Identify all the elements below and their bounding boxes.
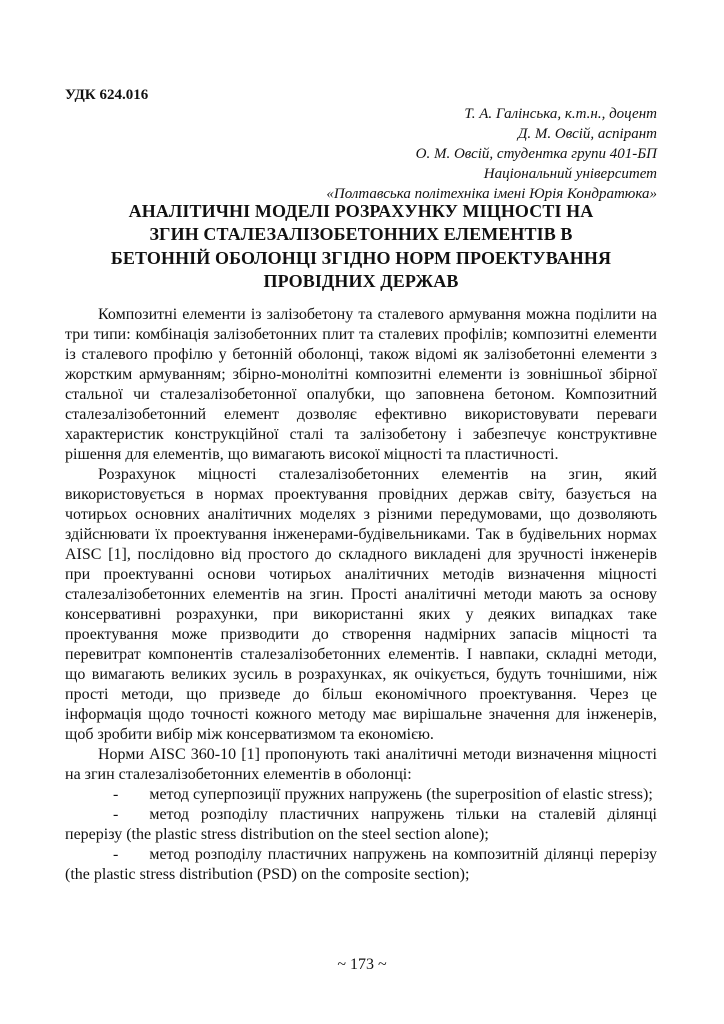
paragraph: Розрахунок міцності сталезалізобетонних елементів на згин, який використовується в нормах проектування провідних держав світу, базується на чотирьох основних аналітичних моделях з різними передумовами, що дозволяють здійснювати їх проектування інженерами-будівельниками. Так в будівельних нормах AISC [1], послідовно від простого до складного викладені для зручності інженерів при проектуванні основи чотирьох аналітичних методів визначення міцності сталезалізобетонних елементів на згин. Прості аналітичні методи мають за основу консервативні розрахунки, при використанні яких у деяких випадках таке проектування може призводити до створення надмірних запасів міцності та перевитрат компонентів сталезалізобетонних елементів. І навпаки, складні методи, що вимагають великих зусиль в розрахунках, як очікується, будуть точнішими, ніж прості методи, що призведе до більш економічного проектування. Через це інформація щодо точності кожного методу має вирішальне значення для інженерів, щоб зробити вибір між консерватизмом та економією. [65, 465, 657, 743]
affiliation-line: Національний університет [483, 166, 657, 182]
paragraph: Норми AISC 360-10 [1] пропонують такі аналітичні методи визначення міцності на згин сталезалізобетонних елементів в оболонці: [65, 745, 657, 783]
udc-code: УДК 624.016 [65, 87, 149, 103]
author-line: О. М. Овсій, студентка групи 401-БП [415, 146, 657, 162]
list-item-text: метод суперпозиції пружних напружень (the superposition of elastic stress); [149, 785, 653, 803]
bullet-dash: - [113, 805, 119, 823]
article-title [65, 200, 657, 294]
list-item [65, 805, 657, 845]
page-content [65, 86, 657, 885]
list-item-text: метод розподілу пластичних напружень тільки на сталевій ділянці перерізу (the plastic stress distribution on the steel section alone); [65, 805, 657, 843]
page-number: ~ 173 ~ [337, 956, 387, 973]
bullet-dash: - [113, 845, 119, 863]
article-title-line: БЕТОННІЙ ОБОЛОНЦІ ЗГІДНО НОРМ ПРОЕКТУВАННЯ [110, 247, 612, 268]
article-body [65, 305, 657, 885]
list-item [65, 785, 657, 805]
author-line: Д. М. Овсій, аспірант [517, 126, 657, 142]
author-block [65, 104, 657, 204]
paragraph: Композитні елементи із залізобетону та сталевого армування можна поділити на три типи: комбінація залізобетонних плит та сталевих профілів; композитні елементи із сталевого профілю у бетонній оболонці, також відомі як залізобетонні елементи з жорстким армуванням; збірно-монолітні композитні елементи із зовнішньої збірної стальної чи сталезалізобетонної опалубки, що заповнена бетоном. Композитний сталезалізобетонний елемент дозволяє ефективно використовувати переваги характеристик конструкційної сталі та залізобетону і забезпечує конструктивне рішення для елементів, що вимагають високої міцності та пластичності. [65, 305, 657, 463]
bullet-dash: - [113, 785, 119, 803]
article-title-line: ПРОВІДНИХ ДЕРЖАВ [263, 271, 459, 292]
affiliation-line: «Полтавська політехніка імені Юрія Кондратюка» [326, 186, 657, 202]
author-line: Т. А. Галінська, к.т.н., доцент [464, 106, 657, 122]
article-title-line: АНАЛІТИЧНІ МОДЕЛІ РОЗРАХУНКУ МІЦНОСТІ НА [128, 201, 594, 221]
article-title-line: ЗГИН СТАЛЕЗАЛІЗОБЕТОННИХ ЕЛЕМЕНТІВ В [149, 224, 573, 245]
list-item-text: метод розподілу пластичних напружень на композитній ділянці перерізу (the plastic stress distribution (PSD) on the composite section); [65, 845, 657, 883]
list-item [65, 845, 657, 885]
